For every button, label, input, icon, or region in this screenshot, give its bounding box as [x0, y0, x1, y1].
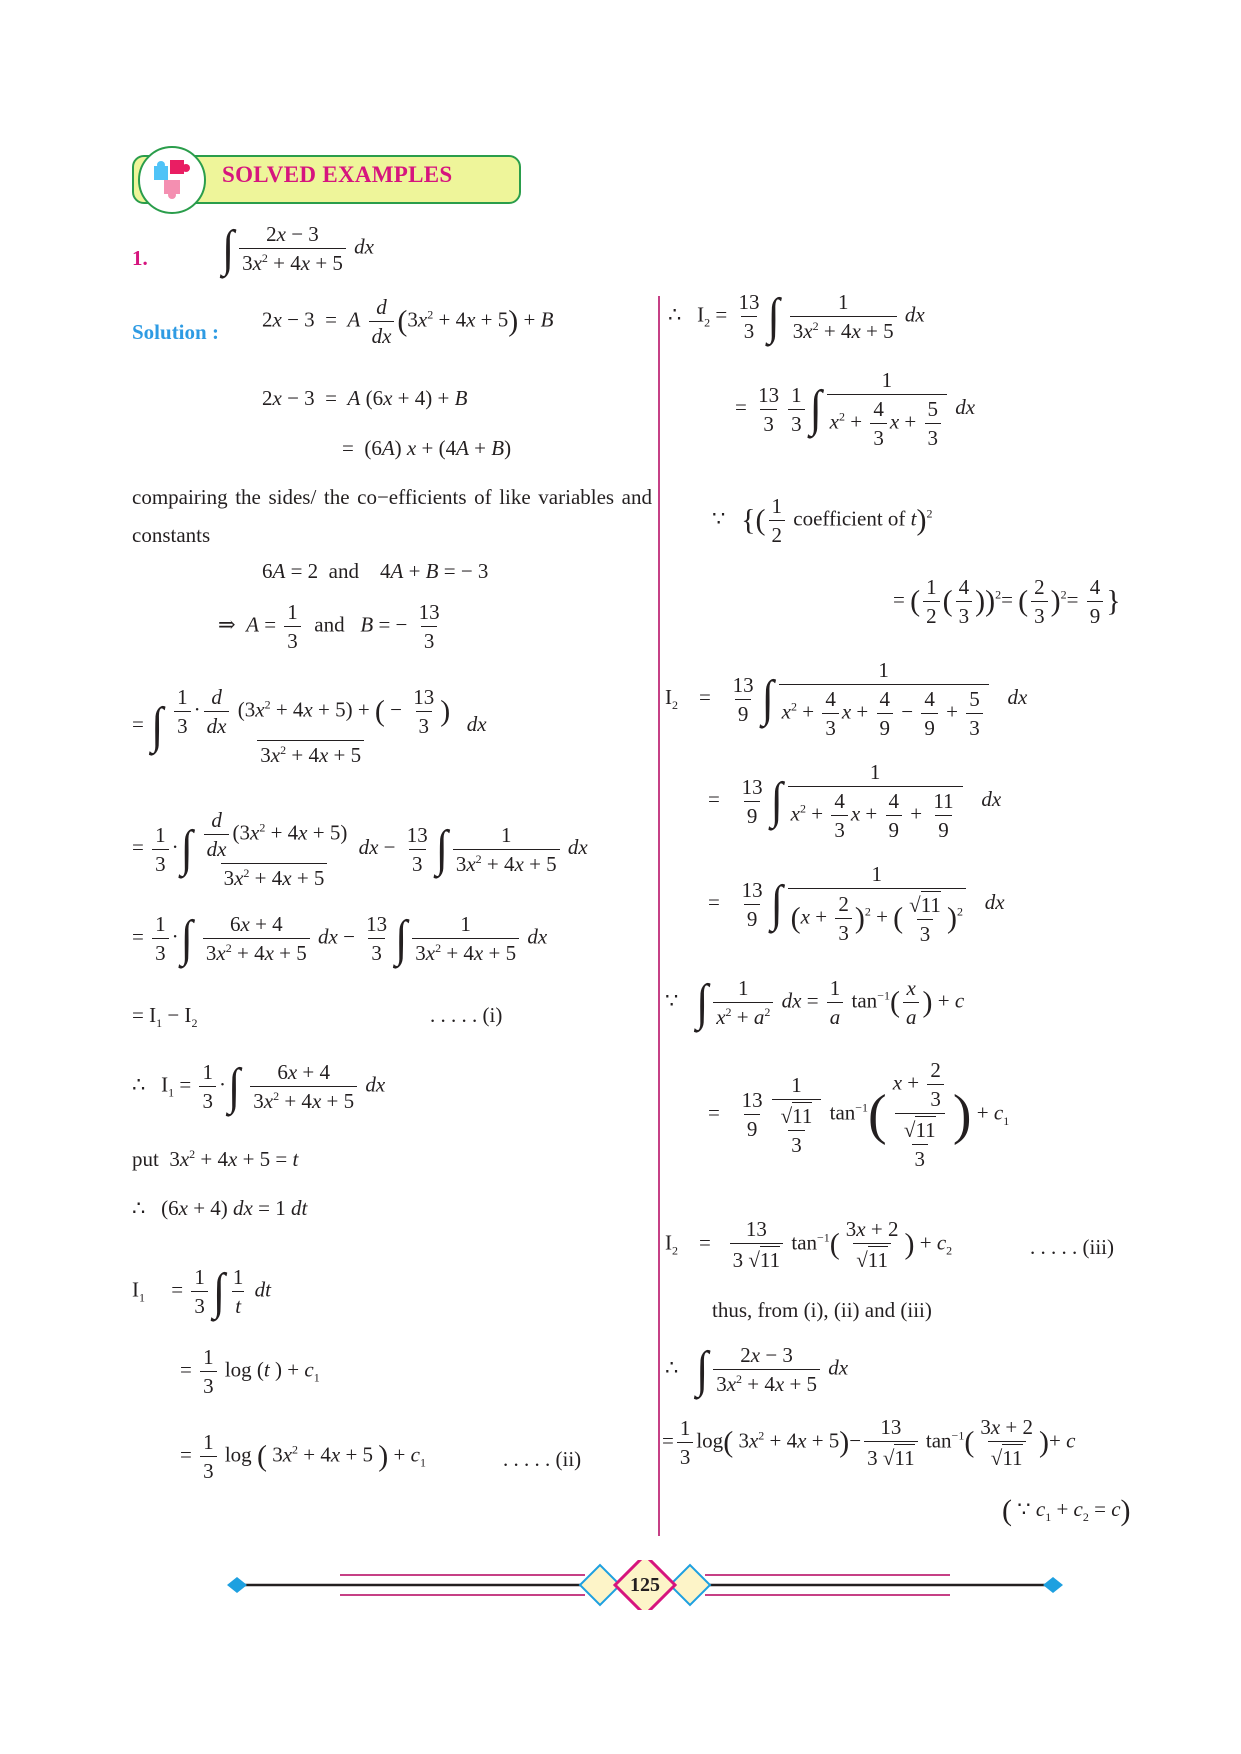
eq-i2-step3: = $\frac{13}{9}$ ∫ 1 $x^2$ + $\frac{4}{3}$ x + $\frac{4}{9}$ + $\frac{11}{9}$ dx — [708, 760, 1002, 843]
eq-formula: ∵ ∫ $\frac{1}{x^2 + a^2}$ dx = $\frac{1}{a}$ $\tan^{-1}$( $\frac{x}{a}$ ) + c — [665, 973, 965, 1031]
eq-a-b: ⇒ A = $\frac{1}{3}$ and B = − $\frac{13}{3}$ — [218, 600, 440, 654]
eq-complete-square-note: ∵ {( $\frac{1}{2}$ coefficient of t)$^2$ — [712, 494, 933, 548]
eq-i2-step2: $I_2$ = $\frac{13}{9}$ ∫ 1 $x^2$ + $\frac{4}{3}$ x + $\frac{4}{9}$ − $\frac{4}{9}$ + $\frac{5}{3}$ dx — [665, 658, 1028, 741]
eq-square-value: = ( $\frac{1}{2}$ ( $\frac{4}{3}$ ))$^2$= ( $\frac{2}{3}$ )$^2$= $\frac{4}{9}$ } — [893, 575, 1121, 629]
eq-split-2: = $\frac{1}{3}$ ·∫ $\frac{6x + 4}{3x^2 + 4x + 5}$ dx − $\frac{13}{3}$ ∫ $\frac{1}{3x^2 + 4x + 5}$ dx — [132, 909, 548, 967]
solution-label: Solution : — [132, 320, 219, 344]
eq-i2-step4: = $\frac{13}{9}$ ∫ 1 (x + $\frac{2}{3}$ )$^2$ + ( $\frac{√11}{3}$ )$^2$ dx — [708, 862, 1005, 947]
eq-final-integral: ∴ ∫ $\frac{2x - 3}{3x^2 + 4x + 5}$ dx — [665, 1340, 849, 1398]
column-divider — [658, 296, 660, 1536]
eq-label-iii: . . . . . (iii) — [1030, 1235, 1114, 1259]
eq-step-1: 2x − 3 = A $\frac{d}{dx}$ $(3x^2 + 4x + 5) + B$ — [262, 295, 554, 349]
eq-put: put $3x^2 + 4x + 5 = t$ — [132, 1147, 299, 1171]
eq-substitute: = ∫ $\frac{1}{3}$ · $\frac{d}{dx}$ $(3x^2 + 4x + 5)$ + ( − $\frac{13}{3}$ ) $3x^2 + 4x + 5$ dx — [132, 685, 487, 768]
eq-label-i: . . . . . (i) — [430, 1003, 503, 1027]
page-number: 125 — [630, 1574, 660, 1596]
eq-dt: ∴ (6x + 4) dx = 1 dt — [132, 1196, 308, 1220]
eq-i1-final: = $\frac{1}{3}$ log ( $3x^2 + 4x + 5$ ) + $c_1$ — [180, 1430, 426, 1484]
eq-i1-i2: = $I_1 - I_2$ — [132, 1003, 198, 1031]
section-title: SOLVED EXAMPLES — [222, 162, 453, 187]
eq-step-3: = (6A) x + (4A + B) — [342, 436, 512, 460]
problem-integral: ∫ $\frac{2x - 3}{3x^2 + 4x + 5}$ dx — [222, 219, 374, 277]
eq-coefficients: 6A = 2 and 4A + B = − 3 — [262, 559, 489, 583]
eq-label-ii: . . . . . (ii) — [503, 1447, 582, 1471]
eq-i1-log: = $\frac{1}{3}$ log (t ) + $c_1$ — [180, 1345, 320, 1399]
eq-i2-def: ∴ $I_2$ = $\frac{13}{3}$ ∫ $\frac{1}{3x^2 + 4x + 5}$ dx — [668, 287, 925, 345]
puzzle-logo-icon — [138, 146, 206, 214]
eq-step-2: 2x − 3 = A (6x + 4) + B — [262, 386, 468, 410]
eq-constant-note: ( ∵ $c_1 + c_2 = c$) — [1002, 1494, 1131, 1527]
eq-split: = $\frac{1}{3}$ ·∫ $\frac{d}{dx}$ $(3x^2 + 4x + 5)$ $3x^2 + 4x + 5$ dx − $\frac{13}{3}$ ∫ $\frac{1}{3x^2 + 4x + 5}$ dx — [132, 808, 588, 891]
eq-i2-step1: = $\frac{13}{3}$ $\frac{1}{3}$ ∫ 1 $x^2$ + $\frac{4}{3}$ x + $\frac{5}{3}$ dx — [735, 368, 976, 451]
eq-i2-final: $I_2$ = $\frac{13}{3 √11}$ $\tan^{-1}$( $\frac{3x + 2}{√11}$ ) + $c_2$ — [665, 1217, 953, 1273]
example-number: 1. — [132, 246, 148, 270]
eq-i1-t: $I_1$ = $\frac{1}{3}$ ∫ $\frac{1}{t}$ dt — [132, 1262, 271, 1320]
eq-final-answer: = $\frac{1}{3}$ log( $3x^2 + 4x + 5)-$ $\frac{13}{3 √11}$ $\tan^{-1}$( $\frac{3x + 2}{√11}$ )+ c — [662, 1415, 1076, 1471]
thus-text: thus, from (i), (ii) and (iii) — [712, 1298, 932, 1322]
eq-i2-step5: = $\frac{13}{9}$ $\frac{1}{\frac{√11}{3}}$ $\tan^{-1}$( x + $\frac{2}{3}$ $\frac{√11}{3}$ ) + $c_1$ — [708, 1058, 1010, 1172]
eq-i1-def: ∴ $I_1$ = $\frac{1}{3}$ ·∫ $\frac{6x + 4}{3x^2 + 4x + 5}$ dx — [132, 1057, 386, 1115]
compare-text: compairing the sides/ the co−efficients of like variables and constants — [132, 485, 652, 547]
